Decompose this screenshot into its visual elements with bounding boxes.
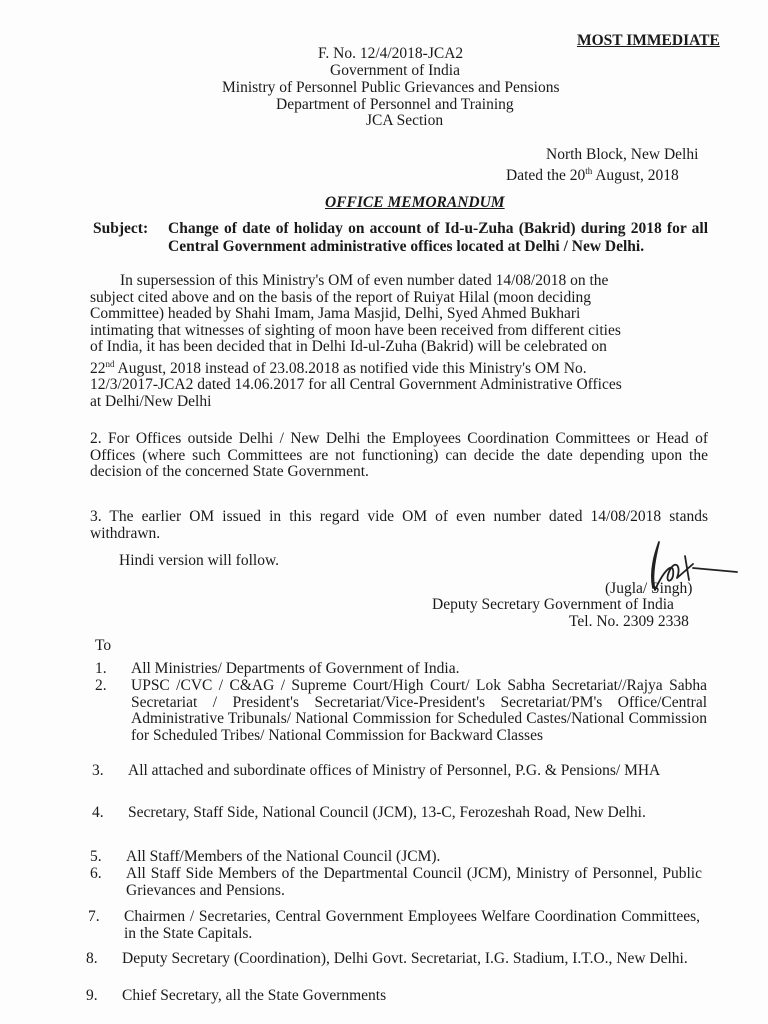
para1-line-4: intimating that witnesses of sighting of moon have been received from different cities (90, 321, 621, 339)
para1-line-2: subject cited above and on the basis of the report of Ruiyat Hilal (moon deciding (90, 288, 592, 306)
signatory-tel: Tel. No. 2309 2338 (569, 613, 689, 630)
subject-label: Subject: (93, 220, 149, 237)
subject-text: Change of date of holiday on account of Id-u-Zuha (Bakrid) during 2018 for all Central Government administrative offices located at Delhi / New Delhi. (168, 220, 708, 255)
list-item-number: 1. (95, 660, 107, 677)
list-item-text: Secretary, Staff Side, National Council (JCM), 13-C, Ferozeshah Road, New Delhi. (128, 804, 646, 821)
date-prefix: Dated the 20 (506, 167, 586, 185)
department-line: Department of Personnel and Training (276, 96, 514, 113)
list-item-text: Chief Secretary, all the State Governments (122, 987, 387, 1004)
date-line (506, 163, 679, 184)
ministry-line: Ministry of Personnel Public Grievances and Pensions (222, 79, 560, 96)
list-item-number: 5. (90, 848, 102, 865)
hindi-note: Hindi version will follow. (119, 552, 280, 569)
list-item-number: 9. (86, 987, 98, 1004)
para1-date-pre: 22 (90, 359, 106, 377)
place-line: North Block, New Delhi (546, 146, 699, 163)
list-item-text: All attached and subordinate offices of Ministry of Personnel, P.G. & Pensions/ MHA (128, 762, 661, 779)
para1-line-1: In supersession of this Ministry's OM of even number dated 14/08/2018 on the (120, 272, 609, 289)
priority-label: MOST IMMEDIATE (577, 32, 720, 49)
list-item-number: 7. (88, 908, 100, 925)
to-label: To (95, 637, 112, 654)
list-item-number: 4. (92, 804, 104, 821)
list-item-number: 2. (95, 677, 107, 694)
list-item (92, 805, 704, 839)
date-suffix: August, 2018 (592, 167, 679, 185)
list-item-text: All Ministries/ Departments of Government of India. (131, 660, 460, 677)
list-item-text: All Staff/Members of the National Council (JCM). (126, 848, 441, 865)
list-item-text: Deputy Secretary (Coordination), Delhi Govt. Secretariat, I.G. Stadium, I.T.O., New Delhi. (122, 950, 688, 967)
list-item-number: 8. (86, 950, 98, 967)
para1-date-sup: nd (105, 358, 115, 369)
memo-title: OFFICE MEMORANDUM (325, 194, 505, 211)
list-item (90, 866, 702, 900)
section-line: JCA Section (366, 112, 444, 129)
list-item-text: All Staff Side Members of the Departmental Council (JCM), Ministry of Personnel, Public Grievances and Pensions. (126, 865, 702, 899)
para1-line-5: of India, it has been decided that in Delhi Id-ul-Zuha (Bakrid) will be celebrated on (90, 338, 607, 355)
government-line: Government of India (330, 62, 460, 79)
list-item (86, 951, 698, 985)
list-item (86, 988, 698, 1006)
list-item-text: UPSC /CVC / C&AG / Supreme Court/High Court/ Lok Sabha Secretariat//Rajya Sabha Secretariat / President's Secretariat/Vice-President's Secretariat/PM's Office/Central Administrative Tribunals/ National Commission for Scheduled Castes/National Commission for Scheduled Tribes/ National Commission for Backward Classes (131, 677, 707, 744)
signatory-designation: Deputy Secretary Government of India (432, 596, 674, 613)
para1-line-6-text: August, 2018 instead of 23.08.2018 as notified vide this Ministry's OM No. (114, 359, 587, 377)
list-item-number: 3. (92, 762, 104, 779)
file-number: F. No. 12/4/2018-JCA2 (318, 45, 464, 62)
para1-line-6 (90, 356, 710, 378)
para1-line-8: at Delhi/New Delhi (90, 392, 212, 410)
list-item-number: 6. (90, 865, 102, 882)
para1-line-3: Committee) headed by Shahi Imam, Jama Masjid, Delhi, Syed Ahmed Bukhari (90, 305, 581, 322)
list-item (92, 763, 704, 797)
para1 (90, 273, 710, 410)
list-item (88, 909, 700, 943)
para3: 3. The earlier OM issued in this regard vide OM of even number dated 14/08/2018 stands withdrawn. (90, 508, 708, 542)
list-item (95, 678, 707, 768)
para2: 2. For Offices outside Delhi / New Delhi the Employees Coordination Committees or Head of Offices (where such Committees are not functioning) can decide the date depending upon the decision of the concerned State Government. (90, 430, 708, 480)
signatory-name: (Jugla/ Singh) (605, 580, 693, 597)
list-item-text: Chairmen / Secretaries, Central Government Employees Welfare Coordination Committees, in the State Capitals. (124, 908, 700, 942)
para1-line-7: 12/3/2017-JCA2 dated 14.06.2017 for all Central Government Administrative Offices (90, 376, 622, 394)
date-sup: th (585, 166, 593, 176)
